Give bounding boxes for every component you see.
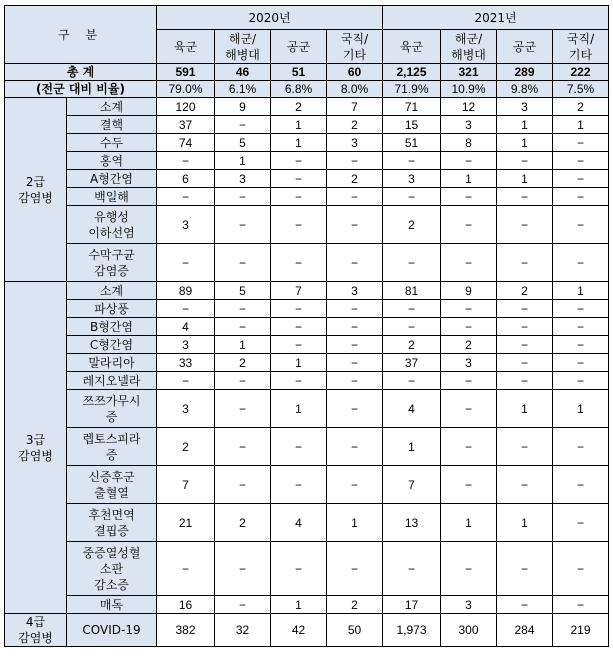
cell-value: 2 [157,428,215,466]
cell-value: − [327,390,383,428]
cell-value: − [215,372,271,390]
cell-value: − [327,206,383,244]
cell-value: − [497,152,553,170]
cell-value: − [215,596,271,614]
cell-value: − [327,152,383,170]
cell-value: − [553,134,609,152]
table-row [5,542,609,596]
group-label: 4급 감염병 [5,614,67,647]
cell-value: − [553,596,609,614]
ratio-value: 71.9% [383,81,441,98]
cell-value: − [383,372,441,390]
cell-value: 7 [271,282,327,300]
total-label: 총 계 [5,64,157,81]
cell-value: 2 [271,98,327,116]
cell-value: − [215,188,271,206]
cell-value: 1 [383,428,441,466]
table-row [5,206,609,244]
table-row [5,170,609,188]
cell-value: − [553,318,609,336]
header-col: 육군 [383,30,441,64]
cell-value: − [271,372,327,390]
cell-value: − [553,336,609,354]
cell-value: 1 [497,170,553,188]
cell-value: 1,973 [383,614,441,647]
disease-name: C형간염 [67,336,157,354]
cell-value: 1 [215,336,271,354]
cell-value: − [441,244,497,282]
cell-value: − [157,244,215,282]
group-label: 2급 감염병 [5,98,67,282]
cell-value: 51 [383,134,441,152]
cell-value: 15 [383,116,441,134]
cell-value: − [215,206,271,244]
cell-value: − [215,300,271,318]
disease-name: COVID-19 [67,614,157,647]
cell-value: 5 [215,134,271,152]
table-row [5,428,609,466]
cell-value: 3 [441,354,497,372]
cell-value: 2 [497,282,553,300]
cell-value: 7 [157,466,215,504]
cell-value: − [157,152,215,170]
cell-value: 9 [441,282,497,300]
cell-value: 7 [383,466,441,504]
cell-value: 2 [553,98,609,116]
disease-name: 파상풍 [67,300,157,318]
table-row [5,152,609,170]
total-value: 60 [327,64,383,81]
cell-value: 1 [215,152,271,170]
header-col: 공군 [271,30,327,64]
header-year-2021: 2021년 [383,6,609,30]
cell-value: − [553,372,609,390]
cell-value: − [271,244,327,282]
cell-value: 382 [157,614,215,647]
disease-name: 결핵 [67,116,157,134]
disease-name: 렙토스피라 증 [67,428,157,466]
ratio-value: 6.1% [215,81,271,98]
cell-value: − [271,466,327,504]
cell-value: 1 [497,504,553,542]
cell-value: 16 [157,596,215,614]
cell-value: 3 [327,134,383,152]
cell-value: − [497,466,553,504]
table-row [5,116,609,134]
cell-value: 3 [157,206,215,244]
cell-value: − [157,188,215,206]
cell-value: 37 [157,116,215,134]
cell-value: − [497,372,553,390]
cell-value: − [271,300,327,318]
disease-name: A형간염 [67,170,157,188]
cell-value: − [383,542,441,596]
cell-value: − [553,206,609,244]
table-row [5,98,609,116]
cell-value: 1 [271,354,327,372]
cell-value: 3 [157,390,215,428]
cell-value: − [215,466,271,504]
cell-value: − [327,244,383,282]
cell-value: 13 [383,504,441,542]
cell-value: − [215,116,271,134]
cell-value: − [441,390,497,428]
cell-value: − [271,170,327,188]
cell-value: − [327,300,383,318]
cell-value: − [441,466,497,504]
cell-value: − [553,428,609,466]
cell-value: 37 [383,354,441,372]
cell-value: − [327,188,383,206]
cell-value: − [497,244,553,282]
table-row [5,614,609,647]
disease-name: 백일해 [67,188,157,206]
header-col: 국직/ 기타 [553,30,609,64]
cell-value: 74 [157,134,215,152]
cell-value: 81 [383,282,441,300]
table-row [5,354,609,372]
cell-value: − [553,466,609,504]
cell-value: − [271,428,327,466]
cell-value: 1 [441,170,497,188]
cell-value: 7 [327,98,383,116]
cell-value: − [383,300,441,318]
cell-value: − [271,206,327,244]
cell-value: 1 [497,390,553,428]
header-col: 국직/ 기타 [327,30,383,64]
table-row [5,372,609,390]
total-value: 222 [553,64,609,81]
table-row [5,504,609,542]
cell-value: 3 [441,596,497,614]
ratio-value: 9.8% [497,81,553,98]
cell-value: − [497,188,553,206]
disease-name: 레지오넬라 [67,372,157,390]
header-category: 구 분 [5,6,157,64]
table-row [5,134,609,152]
cell-value: − [441,542,497,596]
cell-value: 1 [441,504,497,542]
cell-value: − [441,206,497,244]
cell-value: − [157,372,215,390]
ratio-value: 6.8% [271,81,327,98]
table-row [5,596,609,614]
cell-value: − [327,354,383,372]
cell-value: − [441,152,497,170]
disease-name: 중증열성혈 소판 감소증 [67,542,157,596]
cell-value: 9 [215,98,271,116]
cell-value: − [553,152,609,170]
table-body [5,6,609,647]
cell-value: 2 [327,596,383,614]
header-col: 공군 [497,30,553,64]
cell-value: 3 [157,336,215,354]
ratio-value: 7.5% [553,81,609,98]
table-row [5,336,609,354]
cell-value: − [215,428,271,466]
cell-value: − [553,354,609,372]
cell-value: − [157,300,215,318]
total-value: 51 [271,64,327,81]
cell-value: − [441,318,497,336]
cell-value: − [497,354,553,372]
table-row [5,300,609,318]
cell-value: − [553,170,609,188]
cell-value: 1 [271,116,327,134]
header-col: 해군/ 해병대 [215,30,271,64]
cell-value: − [327,466,383,504]
cell-value: − [441,372,497,390]
disease-name: 수막구균 감염증 [67,244,157,282]
header-col: 육군 [157,30,215,64]
disease-name: 신증후군 출혈열 [67,466,157,504]
table-row [5,390,609,428]
cell-value: − [383,188,441,206]
cell-value: − [271,152,327,170]
cell-value: − [271,188,327,206]
table-row [5,282,609,300]
cell-value: − [271,318,327,336]
cell-value: 8 [441,134,497,152]
cell-value: 1 [271,134,327,152]
cell-value: − [497,596,553,614]
cell-value: 42 [271,614,327,647]
cell-value: 12 [441,98,497,116]
cell-value: 2 [215,504,271,542]
cell-value: 3 [215,170,271,188]
disease-name: 말라리아 [67,354,157,372]
cell-value: − [215,318,271,336]
cell-value: − [327,318,383,336]
ratio-row [5,81,609,98]
cell-value: 1 [497,116,553,134]
disease-name: 후천면역 결핍증 [67,504,157,542]
cell-value: 120 [157,98,215,116]
disease-name: 수두 [67,134,157,152]
cell-value: − [441,300,497,318]
group-label: 3급 감염병 [5,282,67,614]
cell-value: − [327,372,383,390]
cell-value: 219 [553,614,609,647]
disease-table [4,5,609,647]
cell-value: − [553,542,609,596]
cell-value: − [215,542,271,596]
cell-value: 50 [327,614,383,647]
header-year-2020: 2020년 [157,6,383,30]
cell-value: − [497,206,553,244]
cell-value: − [497,428,553,466]
cell-value: − [327,428,383,466]
header-row-years [5,6,609,30]
total-value: 46 [215,64,271,81]
ratio-value: 10.9% [441,81,497,98]
cell-value: 4 [271,504,327,542]
cell-value: 1 [553,116,609,134]
cell-value: − [327,542,383,596]
cell-value: − [383,318,441,336]
disease-name: 소계 [67,98,157,116]
cell-value: 3 [327,282,383,300]
cell-value: 4 [383,390,441,428]
cell-value: − [271,336,327,354]
ratio-label: (전군 대비 비율) [5,81,157,98]
table-row [5,318,609,336]
cell-value: 3 [383,170,441,188]
cell-value: − [157,542,215,596]
ratio-value: 79.0% [157,81,215,98]
cell-value: 1 [553,390,609,428]
cell-value: − [497,542,553,596]
total-value: 2,125 [383,64,441,81]
cell-value: 1 [271,596,327,614]
disease-name: 소계 [67,282,157,300]
disease-name: 유행성 이하선염 [67,206,157,244]
cell-value: − [553,244,609,282]
cell-value: 4 [157,318,215,336]
cell-value: − [441,188,497,206]
cell-value: 21 [157,504,215,542]
cell-value: 1 [553,282,609,300]
cell-value: 300 [441,614,497,647]
cell-value: − [497,318,553,336]
cell-value: 17 [383,596,441,614]
cell-value: 3 [497,98,553,116]
ratio-value: 8.0% [327,81,383,98]
cell-value: 89 [157,282,215,300]
table-row [5,244,609,282]
total-value: 591 [157,64,215,81]
total-value: 321 [441,64,497,81]
cell-value: 5 [215,282,271,300]
cell-value: 2 [383,206,441,244]
cell-value: 1 [271,390,327,428]
cell-value: − [215,244,271,282]
cell-value: − [215,390,271,428]
disease-name: B형간염 [67,318,157,336]
cell-value: − [497,300,553,318]
table-row [5,466,609,504]
disease-name: 홍역 [67,152,157,170]
total-value: 289 [497,64,553,81]
disease-name: 쯔쯔가무시 증 [67,390,157,428]
cell-value: 71 [383,98,441,116]
cell-value: − [383,152,441,170]
disease-name: 매독 [67,596,157,614]
cell-value: 1 [497,134,553,152]
cell-value: − [553,504,609,542]
cell-value: 3 [441,116,497,134]
cell-value: − [327,336,383,354]
cell-value: 284 [497,614,553,647]
header-col: 해군/ 해병대 [441,30,497,64]
cell-value: 2 [383,336,441,354]
cell-value: − [553,188,609,206]
cell-value: 1 [327,504,383,542]
cell-value: 2 [327,170,383,188]
cell-value: − [553,300,609,318]
cell-value: − [383,244,441,282]
cell-value: 32 [215,614,271,647]
cell-value: 6 [157,170,215,188]
cell-value: − [271,542,327,596]
table-row [5,188,609,206]
cell-value: 2 [215,354,271,372]
cell-value: − [441,428,497,466]
cell-value: − [497,336,553,354]
cell-value: 2 [327,116,383,134]
total-row [5,64,609,81]
cell-value: 33 [157,354,215,372]
cell-value: 2 [441,336,497,354]
